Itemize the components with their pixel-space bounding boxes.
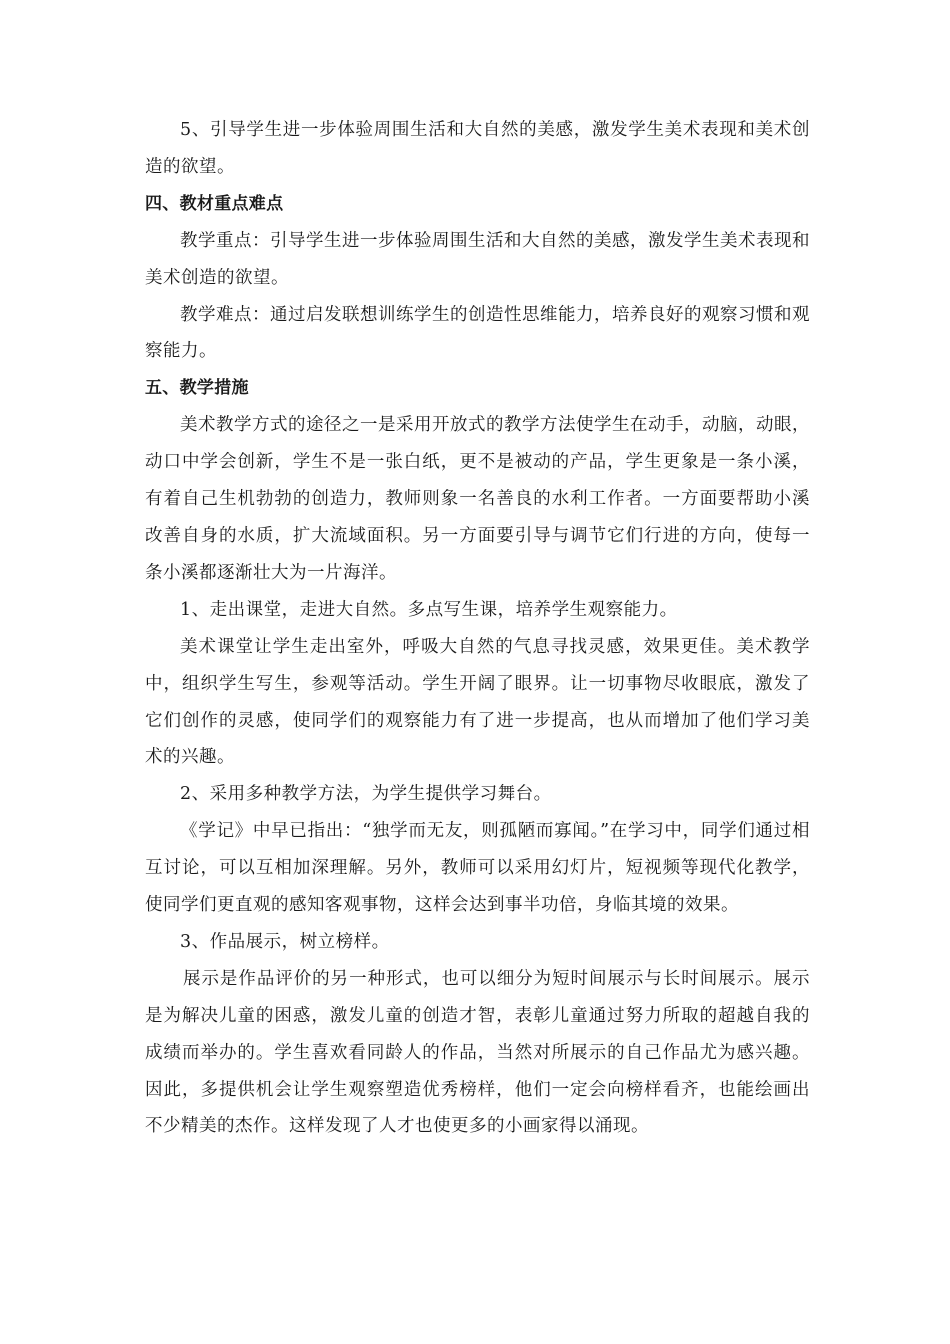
paragraph-goal-5: 5、引导学生进一步体验周围生活和大自然的美感，激发学生美术表现和美术创造的欲望。: [145, 120, 810, 177]
paragraph-measure-3-body: 展示是作品评价的另一种形式，也可以细分为短时间展示与长时间展示。展示是为解决儿童的困惑，激发儿童的创造才智，表彰儿童通过努力所取的超越自我的成绩而举办的。学生喜欢看同龄人的作品，当然对所展示的自己作品尤为感兴趣。因此，多提供机会让学生观察塑造优秀榜样，他们一定会向榜样看齐，也能绘画出不少精美的杰作。这样发现了人才也使更多的小画家得以涌现。: [145, 968, 810, 1137]
paragraph-measures-intro: 美术教学方式的途径之一是采用开放式的教学方法使学生在动手，动脑，动眼，动口中学会创新，学生不是一张白纸，更不是被动的产品，学生更象是一条小溪，有着自己生机勃勃的创造力，教师则象一名善良的水利工作者。一方面要帮助小溪改善自身的水质，扩大流域面积。另一方面要引导与调节它们行进的方向，使每一条小溪都逐渐壮大为一片海洋。: [145, 415, 810, 583]
paragraph-teaching-difficulty: 教学难点：通过启发联想训练学生的创造性思维能力，培养良好的观察习惯和观察能力。: [145, 304, 810, 362]
paragraph-measure-1-title: 1、走出课堂，走进大自然。多点写生课，培养学生观察能力。: [180, 599, 678, 620]
paragraph-teaching-focus: 教学重点：引导学生进一步体验周围生活和大自然的美感，激发学生美术表现和美术创造的欲望。: [145, 230, 810, 288]
paragraph-measure-1-body: 美术课堂让学生走出室外，呼吸大自然的气息寻找灵感，效果更佳。美术教学中，组织学生写生，参观等活动。学生开阔了眼界。让一切事物尽收眼底，激发了它们创作的灵感，使同学们的观察能力有了进一步提高，也从而增加了他们学习美术的兴趣。: [145, 636, 810, 768]
paragraph-measure-3-title: 3、作品展示，树立榜样。: [180, 931, 390, 952]
section-heading-measures: 五、教学措施: [145, 378, 249, 399]
paragraph-measure-2-title: 2、采用多种教学方法，为学生提供学习舞台。: [180, 784, 552, 805]
section-heading-key-points: 四、教材重点难点: [145, 193, 284, 214]
paragraph-measure-2-body: 《学记》中早已指出：“独学而无友，则孤陋而寡闻。”在学习中，同学们通过相互讨论，可以互相加深理解。另外，教师可以采用幻灯片，短视频等现代化教学，使同学们更直观的感知客观事物，这样会达到事半功倍，身临其境的效果。: [145, 821, 810, 916]
document-body: [145, 112, 810, 1145]
